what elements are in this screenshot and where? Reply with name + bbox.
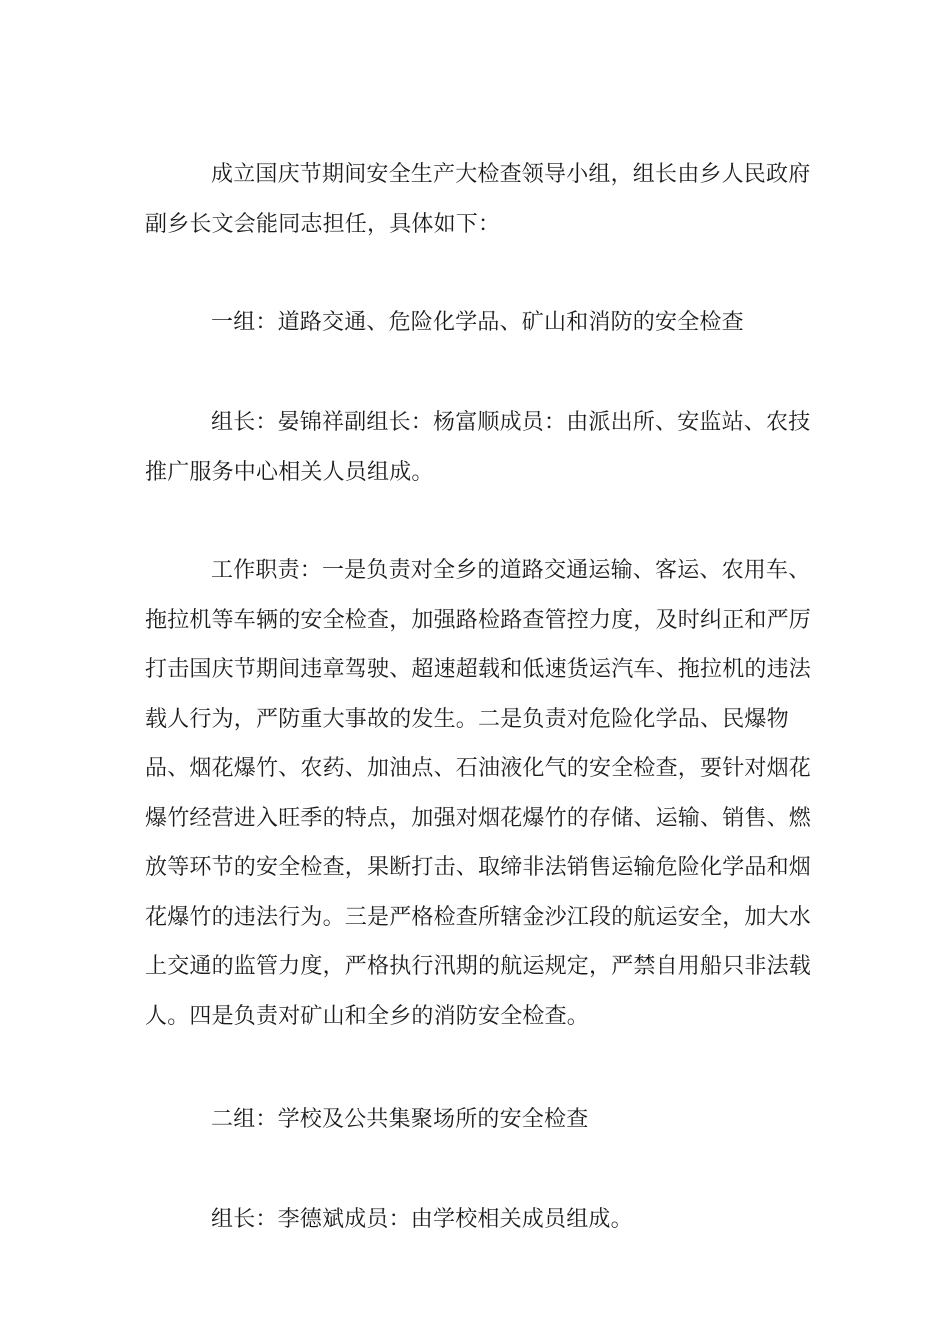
paragraph-group-one-duties: 工作职责：一是负责对全乡的道路交通运输、客运、农用车、拖拉机等车辆的安全检查，加强路检路查管控力度，及时纠正和严厉打击国庆节期间违章驾驶、超速超载和低速货运汽车、拖拉机的违法载人行为，严防重大事故的发生。二是负责对危险化学品、民爆物品、烟花爆竹、农药、加油点、石油液化气的安全检查，要针对烟花爆竹经营进入旺季的特点，加强对烟花爆竹的存储、运输、销售、燃放等环节的安全检查，果断打击、取缔非法销售运输危险化学品和烟花爆竹的违法行为。三是严格检查所辖金沙江段的航运安全，加大水上交通的监管力度，严格执行汛期的航运规定，严禁自用船只非法载人。四是负责对矿山和全乡的消防安全检查。 (145, 558, 812, 1029)
paragraph-leadership-group: 成立国庆节期间安全生产大检查领导小组，组长由乡人民政府副乡长文会能同志担任，具体如下： (145, 162, 811, 237)
paragraph-group-two-members: 组长：李德斌成员：由学校相关成员组成。 (211, 1207, 633, 1232)
heading-group-two: 二组：学校及公共集聚场所的安全检查 (211, 1107, 589, 1132)
heading-group-one: 一组：道路交通、危险化学品、矿山和消防的安全检查 (211, 310, 744, 335)
paragraph-group-one-members: 组长：晏锦祥副组长：杨富顺成员：由派出所、安监站、农技推广服务中心相关人员组成。 (145, 410, 811, 485)
